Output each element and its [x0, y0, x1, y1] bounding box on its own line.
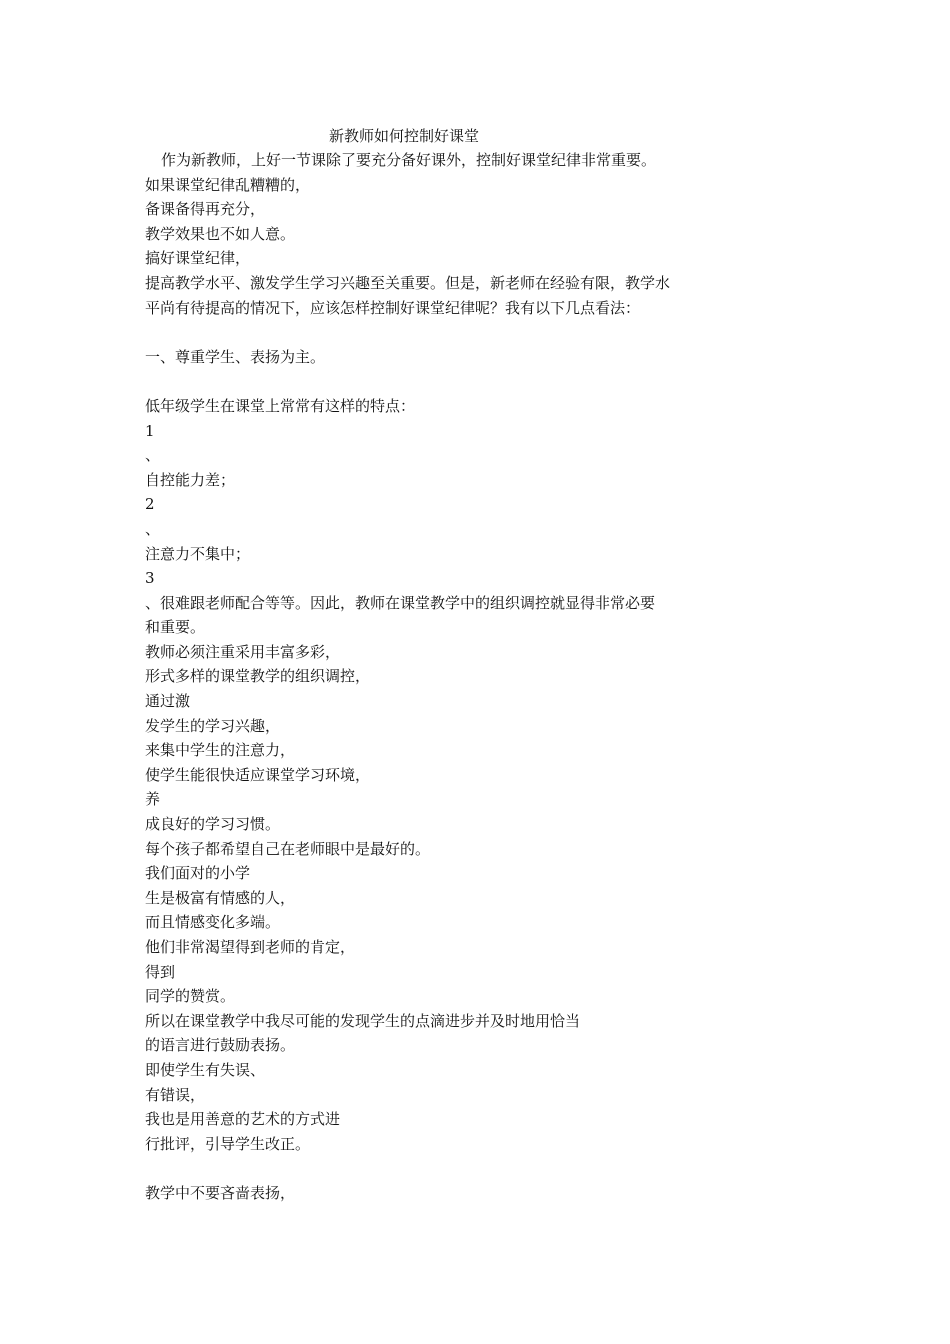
paragraph-line: 发学生的学习兴趣，: [145, 716, 281, 735]
paragraph-line: 而且情感变化多端。: [145, 913, 281, 932]
paragraph-line: 自控能力差；: [145, 470, 236, 489]
paragraph-line: 1: [145, 421, 155, 440]
paragraph-line: 教师必须注重采用丰富多彩，: [145, 642, 341, 661]
paragraph-line: 教学中不要吝啬表扬，: [145, 1183, 296, 1202]
paragraph-line: 、: [145, 446, 161, 465]
paragraph-line: 我也是用善意的艺术的方式进: [145, 1110, 341, 1129]
paragraph-line: 即使学生有失误、: [145, 1060, 266, 1079]
paragraph-line: 有错误，: [145, 1085, 206, 1104]
paragraph-line: 、: [145, 519, 161, 538]
paragraph-line: 他们非常渴望得到老师的肯定，: [145, 938, 356, 956]
paragraph-line: 通过激: [145, 692, 191, 711]
paragraph-line: 备课备得再充分，: [145, 200, 266, 219]
paragraph-line: 形式多样的课堂教学的组织调控，: [145, 667, 371, 686]
paragraph-line: 成良好的学习习惯。: [145, 815, 281, 834]
paragraph-line: 生是极富有情感的人，: [145, 888, 296, 907]
paragraph-line: 同学的赞赏。: [145, 987, 236, 1006]
paragraph-line: 如果课堂纪律乱糟糟的，: [145, 175, 311, 194]
paragraph-line: 得到: [145, 962, 176, 981]
paragraph-line: 3: [145, 569, 155, 588]
paragraph-line: 的语言进行鼓励表扬。: [145, 1036, 296, 1055]
paragraph-line: 2: [145, 495, 155, 514]
document-title: 新教师如何控制好课堂: [328, 127, 479, 145]
paragraph-line: 养: [145, 790, 161, 809]
paragraph-line: 平尚有待提高的情况下，应该怎样控制好课堂纪律呢？我有以下几点看法：: [145, 298, 641, 317]
paragraph-line: 所以在课堂教学中我尽可能的发现学生的点滴进步并及时地用恰当: [145, 1011, 581, 1030]
paragraph-line: 教学效果也不如人意。: [145, 224, 296, 243]
paragraph-line: 和重要。: [145, 618, 206, 637]
paragraph-line: 提高教学水平、激发学生学习兴趣至关重要。但是，新老师在经验有限，教学水: [145, 273, 671, 292]
paragraph-line: 搞好课堂纪律，: [145, 249, 251, 268]
document-body: [145, 148, 765, 1206]
paragraph-line: 每个孩子都希望自己在老师眼中是最好的。: [145, 839, 431, 858]
paragraph-line: 、很难跟老师配合等等。因此，教师在课堂教学中的组织调控就显得非常必要: [145, 593, 656, 612]
blank-line: [145, 369, 765, 394]
paragraph-line: 低年级学生在课堂上常常有这样的特点：: [145, 396, 416, 415]
paragraph-line: 使学生能很快适应课堂学习环境，: [145, 765, 371, 784]
paragraph-line: 行批评，引导学生改正。: [145, 1134, 311, 1153]
paragraph-line: 来集中学生的注意力，: [145, 741, 296, 760]
paragraph-line: 一、尊重学生、表扬为主。: [145, 347, 326, 366]
paragraph-line: 我们面对的小学: [145, 864, 251, 883]
blank-line: [145, 320, 765, 345]
paragraph-line: 作为新教师，上好一节课除了要充分备好课外，控制好课堂纪律非常重要。: [161, 151, 657, 169]
paragraph-line: 注意力不集中；: [145, 544, 251, 563]
blank-line: [145, 1156, 765, 1181]
